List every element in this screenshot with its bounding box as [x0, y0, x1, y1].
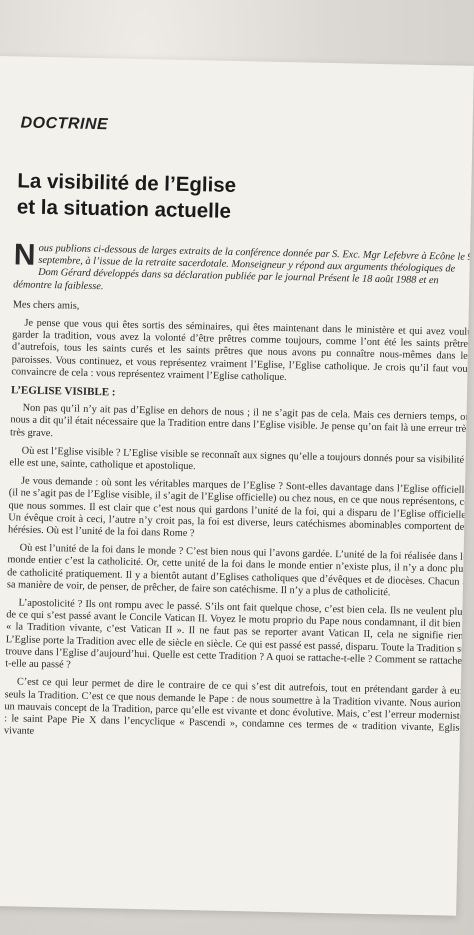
- magazine-page: [0, 56, 474, 916]
- article-body: [3, 238, 474, 753]
- paragraph-3: Où est l’Eglise visible ? L’Eglise visible se reconnaît aux signes qu’elle a toujours donnés pour sa visibilité : elle est une, sainte, catholique et apostolique.: [9, 445, 470, 473]
- title-line-1: La visibilité de l’Eglise: [17, 169, 237, 197]
- paragraph-1: Je pense que vous qui êtes sortis des séminaires, qui êtes maintenant dans le ministère et qui avez voulu garder la tradition, vous avez la volonté d’être prêtres comme toujours, comme l’ont été les saints prêtres d’autrefois, tous les saints curés et les saints prêtres que nous avons pu connaître nous-mêmes dans les paroisses. Vous continuez, et vous représentez vraiment l’Eglise, l’Eglise catholique. Je crois qu’il faut vous convaincre de cela : vous représentez vraiment l’Eglise catholique.: [11, 317, 473, 383]
- paragraph-6: L’apostolicité ? Ils ont rompu avec le passé. S’ils ont fait quelque chose, c’est bien cela. Ils ne veulent plus de ce qui s’est passé avant le Concile Vatican II. Voyez le motu proprio du Pape nous condamnant, il dit bien : « la Tradition vivante, c’est Vatican II ». Il ne faut pas se reporter avant Vatican II, cela ne signifie rien. L’Eglise porte la Tradition avec elle de siècle en siècle. Ce qui est passé est passé, disparu. Toute la Tradition se trouve dans l’Eglise d’aujourd’hui. Quelle est cette Tradition ? A quoi se rattache-t-elle ? Comment se rattache-t-elle au passé ?: [5, 597, 467, 671]
- intro-text: ous publions ci-dessous de larges extraits de la conférence donnée par S. Exc. Mgr Lefebvre à Ecône le 9 septembre, à l’issue de la retraite sacerdotale. Monseigneur y répond aux arguments théologiques de Dom Gérard développés dans sa déclaration publiée par le journal Présent le 18 août 1988 et en démontre la faiblesse.: [13, 242, 473, 292]
- paragraph-4: Je vous demande : où sont les véritables marques de l’Eglise ? Sont-elles davantage dans l’Eglise officielle (il ne s’agit pas de l’Eglise visible, il s’agit de l’Eglise officielle) ou chez nous, en ce que nous représentons, ce que nous sommes. Il est clair que c’est nous qui gardons l’unité de la foi, qui a disparu de l’Eglise officielle. Un évêque croit à ceci, l’autre n’y croit pas, la foi est diverse, leurs catéchismes abominables comportent des hérésies. Où est l’unité de la foi dans Rome ?: [7, 475, 470, 540]
- paragraph-7: C’est ce qui leur permet de dire le contraire de ce qui s’est dit autrefois, tout en prétendant garder à eux seuls la Tradition. C’est ce que nous demande le Pape : de nous soumettre à la Tradition vivante. Nous aurions un mauvais concept de la Tradition, parce qu’elle est vivante et donc évolutive. Mais, c’est l’erreur moderniste : le saint Pape Pie X dans l’encyclique « Pascendi », condamne ces termes de « tradition vivante, Eglise vivante: [3, 676, 465, 737]
- intro-paragraph: [13, 238, 474, 300]
- paragraph-5: Où est l’unité de la foi dans le monde ? C’est bien nous qui l’avons gardée. L’unité de la foi réalisée dans le monde entier c’est la catholicité. Or, cette unité de la foi dans le monde entier n’existe plus, il n’y a donc plus de catholicité pratiquement. Il y a bientôt autant d’Eglises catholiques que d’évêques et de diocèses. Chacun a sa manière de voir, de penser, de prêcher, de faire son catéchisme. Il n’y a plus de catholicité.: [6, 542, 468, 599]
- subheading: L’EGLISE VISIBLE :: [10, 384, 116, 399]
- section-heading: DOCTRINE: [20, 114, 109, 134]
- article-title: [17, 168, 237, 225]
- drop-cap: N: [13, 238, 36, 272]
- salutation: Mes chers amis,: [12, 299, 80, 312]
- title-line-2: et la situation actuelle: [16, 195, 232, 223]
- paragraph-2: Non pas qu’il n’y ait pas d’Eglise en dehors de nous ; il ne s’agit pas de cela. Mais ces derniers temps, on nous a dit qu’il était nécessaire que la Tradition entre dans l’Eglise visible. Je pense qu’on fait là une erreur très très grave.: [10, 402, 471, 439]
